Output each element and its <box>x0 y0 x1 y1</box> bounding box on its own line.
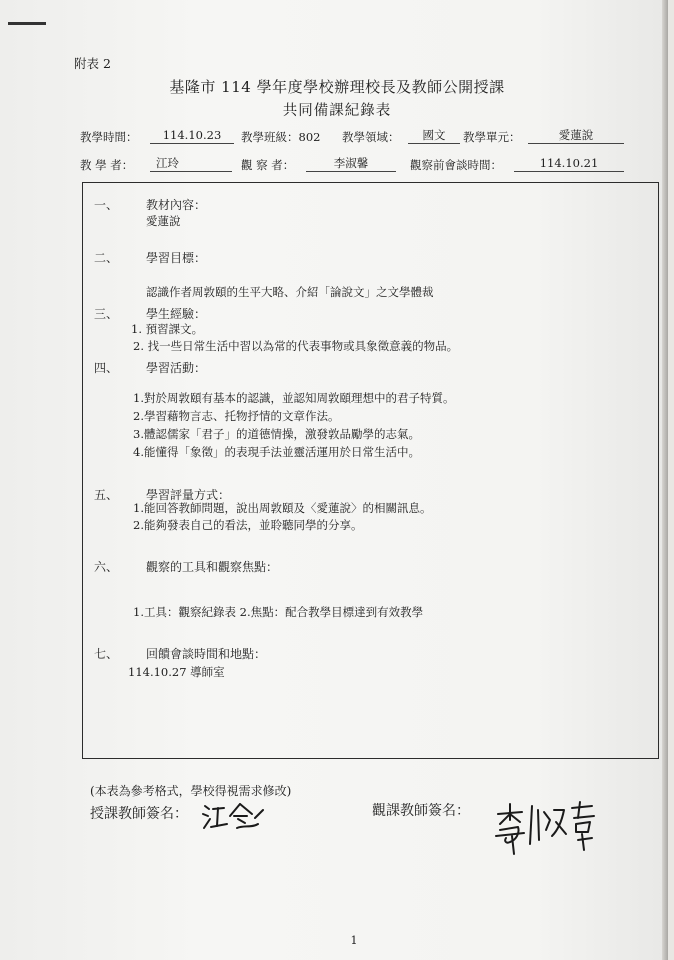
section-3-line: 2. 找一些日常生活中習以為常的代表事物或具象徵意義的物品。 <box>133 339 459 353</box>
section-6-line: 1.工具：觀察紀錄表 2.焦點：配合教學目標達到有效教學 <box>133 605 424 619</box>
document-subtitle: 共同備課紀錄表 <box>282 103 392 119</box>
section-4-title: 學習活動： <box>146 361 207 375</box>
teacher-label: 教 學 者： <box>80 158 134 172</box>
unit-label: 教學單元： <box>463 130 521 144</box>
section-1-number: 一、 <box>94 198 119 212</box>
pre-meeting-label: 觀察前會談時間： <box>410 158 502 172</box>
top-mark <box>8 22 46 25</box>
section-4-line: 1.對於周敦頤有基本的認識，並認知周敦頤理想中的君子特質。 <box>133 391 455 405</box>
section-5-line: 1.能回答教師問題，說出周敦頤及〈愛蓮說〉的相關訊息。 <box>133 501 432 515</box>
section-7-number: 七、 <box>94 647 119 661</box>
document-title: 基隆市 114 學年度學校辦理校長及教師公開授課 <box>169 78 505 96</box>
page-number: 1 <box>350 934 358 947</box>
observer-value: 李淑馨 <box>306 156 396 172</box>
format-note: (本表為參考格式，學校得視需求修改) <box>90 784 292 798</box>
field-value: 國文 <box>408 128 460 144</box>
section-7-title: 回饋會談時間和地點： <box>146 647 267 661</box>
section-5-title: 學習評量方式： <box>146 488 231 502</box>
unit-value: 愛蓮說 <box>528 128 624 144</box>
section-4-line: 3.體認儒家「君子」的道德情操，激發敦品勵學的志氣。 <box>133 427 420 441</box>
section-2-line: 認識作者周敦頤的生平大略、介紹「論說文」之文學體裁 <box>146 285 434 299</box>
observer-label: 觀 察 者： <box>241 158 295 172</box>
section-1-title: 教材內容： <box>146 198 207 212</box>
annex-label: 附表 2 <box>74 56 111 71</box>
section-4-line: 4.能懂得「象徵」的表現手法並靈活運用於日常生活中。 <box>133 445 420 459</box>
page-edge-shadow <box>662 0 668 960</box>
section-3-title: 學生經驗： <box>146 307 207 321</box>
observer-sign-label: 觀課教師簽名： <box>372 803 470 819</box>
pre-meeting-value: 114.10.21 <box>514 156 624 172</box>
section-5-number: 五、 <box>94 488 119 502</box>
field-label: 教學領域： <box>342 130 400 144</box>
section-3-line: 1. 預習課文。 <box>131 322 204 336</box>
teacher-signature <box>200 798 272 834</box>
section-6-title: 觀察的工具和觀察焦點： <box>146 560 279 574</box>
section-1-line: 愛蓮說 <box>146 214 181 228</box>
section-4-number: 四、 <box>94 361 119 375</box>
teacher-value: 江玲 <box>150 156 232 172</box>
section-4-line: 2.學習藉物言志、托物抒情的文章作法。 <box>133 409 340 423</box>
section-5-line: 2.能夠發表自己的看法，並聆聽同學的分享。 <box>133 518 363 532</box>
section-2-number: 二、 <box>94 251 119 265</box>
section-7-line: 114.10.27 導師室 <box>128 665 225 679</box>
section-6-number: 六、 <box>94 560 119 574</box>
teaching-time-value: 114.10.23 <box>150 128 234 144</box>
observer-signature <box>492 800 602 858</box>
section-3-number: 三、 <box>94 307 119 321</box>
teacher-sign-label: 授課教師簽名： <box>90 806 188 822</box>
teaching-time-label: 教學時間： <box>80 130 138 144</box>
class-label: 教學班級：802 <box>241 130 321 144</box>
section-2-title: 學習目標： <box>146 251 207 265</box>
